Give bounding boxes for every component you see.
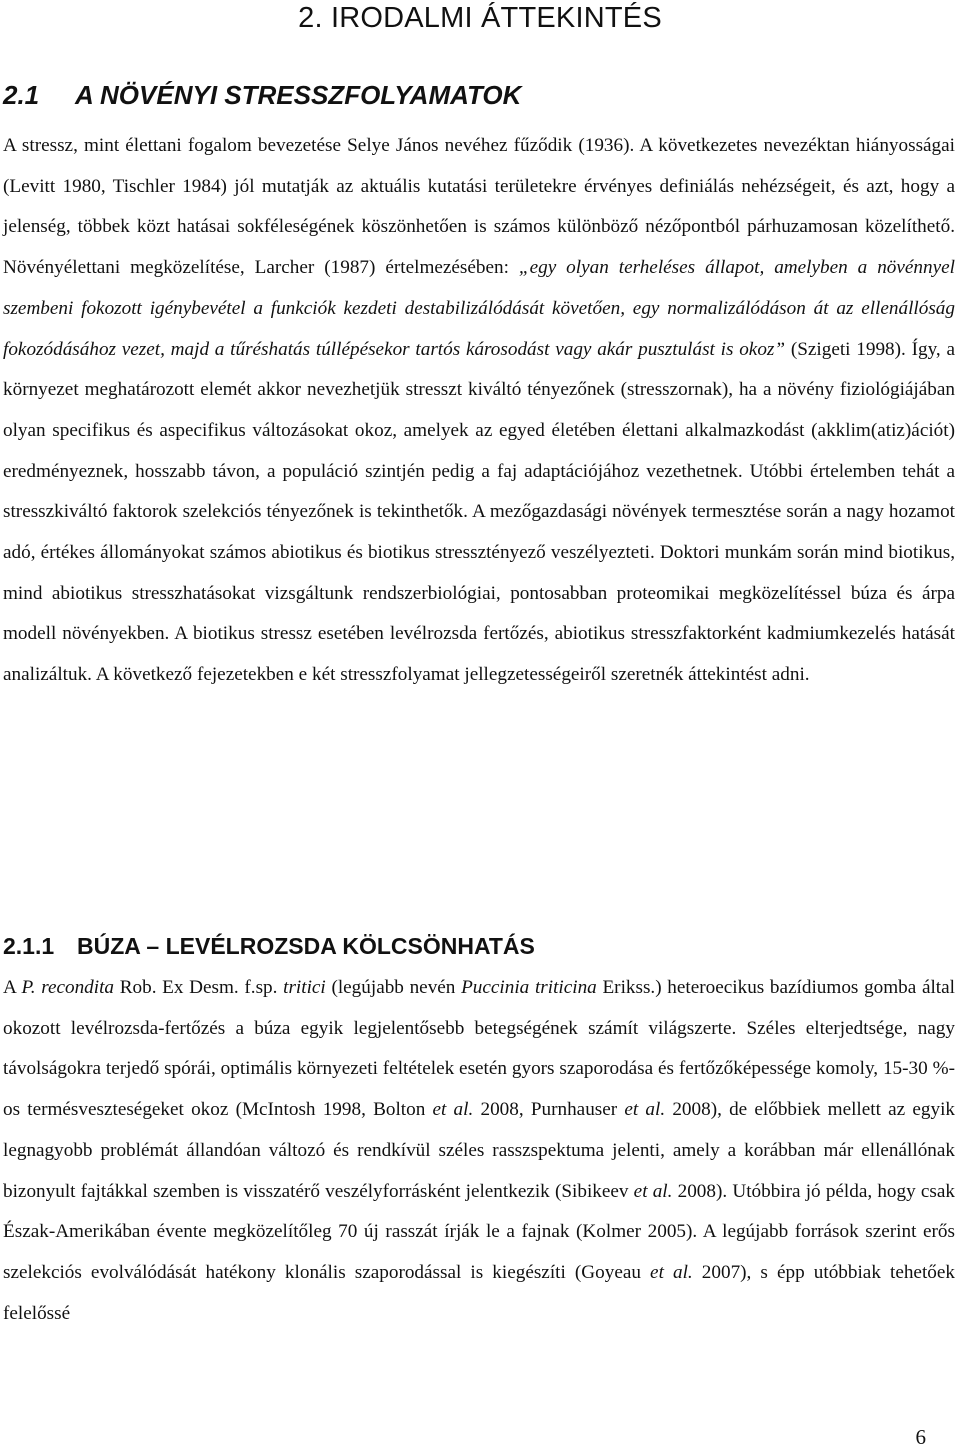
p2-italic-etal-2: et al. xyxy=(624,1099,666,1121)
p2-text-7: 2008). Utóbbira jó példa, hogy csak Észak-Amerikában évente megközelítőleg 70 új rasszát írják le a fajnak (Kolmer 2005). A legújabb források szerint erős szelekciós evolválódását hatékony klonális szaporodással is kiegészíti (Goyeau xyxy=(3,1180,955,1283)
p2-italic-species: P. recondita xyxy=(21,977,115,998)
p2-text-1: A xyxy=(3,977,22,998)
p2-text-6: 2008), de előbbiek mellett az egyik legnagyobb problémát állandóan változó és rendkívül széles rasszspektuma jelenti, amely a korábban már ellenállónak bizonyult fajtákkal szemben is visszatérő veszélyforrásként jelentkezik (Sibikeev xyxy=(3,1099,955,1202)
p2-text-3: (legújabb nevén xyxy=(325,977,462,998)
p2-text-4: Erikss.) heteroecikus bazídiumos gomba által okozott levélrozsda-fertőzés a búza egyik legjelentősebb betegségének számít világszerte. Széles elterjedtsége, nagy távolságokra terjedő spórái, optimális környezeti feltételek esetén gyors szaporodása és fertőzőképessége komoly, 15-30 %-os termésveszteségeket okoz (McIntosh 1998, Bolton xyxy=(3,977,955,1121)
section-title: A NÖVÉNYI STRESSZFOLYAMATOK xyxy=(75,80,522,110)
p2-italic-etal-3: et al. xyxy=(633,1180,673,1202)
p2-text-8: 2007), s épp utóbbiak tehetőek felelőssé xyxy=(3,1261,955,1324)
p2-text-2: Rob. Ex Desm. f.sp. xyxy=(114,977,284,998)
p2-italic-tritici: tritici xyxy=(283,977,326,998)
p2-italic-etal-1: et al. xyxy=(432,1099,474,1121)
paragraph1-part1: A stressz, mint élettani fogalom bevezetése Selye János nevéhez fűződik (1936). A következetes nevezéktan hiányosságai (Levitt 1980, Tischler 1984) jól mutatják az aktuális kutatási területekre érvényes definiálás nehézségeit, és azt, hogy a jelenség, többek közt hatásai sokféleségének köszönhetően is számos különböző nézőpontból párhuzamosan közelíthető. Növényélettani megközelítése, Larcher (1987) értelmezésében: xyxy=(3,135,955,279)
paragraph-leaf-rust xyxy=(3,968,955,1334)
chapter-title: 2. IRODALMI ÁTTEKINTÉS xyxy=(298,2,662,34)
subsection-heading xyxy=(3,933,535,960)
p2-italic-etal-4: et al. xyxy=(650,1261,693,1283)
larcher-quote: „egy olyan terheléses állapot, amelyben a növénnyel szembeni fokozott igénybevétel a funkciók kezdeti destabilizálódását követően, egy normalizálódáson át az ellenállóság fokozódásához vezet, majd a tűréshatás túllépésekor tartós károsodást vagy akár pusztulást is okoz” xyxy=(3,257,955,360)
subsection-title: BÚZA – LEVÉLROZSDA KÖLCSÖNHATÁS xyxy=(77,933,535,959)
page-number: 6 xyxy=(915,1425,926,1449)
p2-text-5: 2008, Purnhauser xyxy=(473,1099,625,1121)
paragraph1-part2: (Szigeti 1998). Így, a környezet meghatározott elemét akkor nevezhetjük stresszt kiváltó tényezőnek (stresszornak), ha a növény fiziológiájában olyan specifikus és aspecifikus változásokat okoz, amelyek az egyed életében élettani alkalmazkodást (akklim(atiz)ációt) eredményeznek, hosszabb távon, a populáció szintjén pedig a faj adaptációjához vezethetnek. Utóbbi értelemben tehát a stresszkiváltó faktorok szelekciós tényezőnek is tekinthetők. A mezőgazdasági növények termesztése során a nagy hozamot adó, értékes állományokat számos abiotikus és biotikus stressztényező veszélyezteti. Doktori munkám során mind biotikus, mind abiotikus stresszhatásokat vizsgáltunk rendszerbiológiai, pontosabban proteomikai megközelítéssel búza és árpa modell növényekben. A biotikus stressz esetében levélrozsda fertőzés, abiotikus stresszfaktorként kadmiumkezelés hatását analizáltuk. A következő fejezetekben e két stresszfolyamat jellegzetességeiről szeretnék áttekintést adni. xyxy=(3,338,955,686)
subsection-number: 2.1.1 xyxy=(3,933,55,959)
paragraph-stress-definition xyxy=(3,126,955,696)
p2-italic-puccinia: Puccinia triticina xyxy=(461,977,597,998)
section-number: 2.1 xyxy=(3,80,40,110)
section-heading xyxy=(3,80,521,111)
